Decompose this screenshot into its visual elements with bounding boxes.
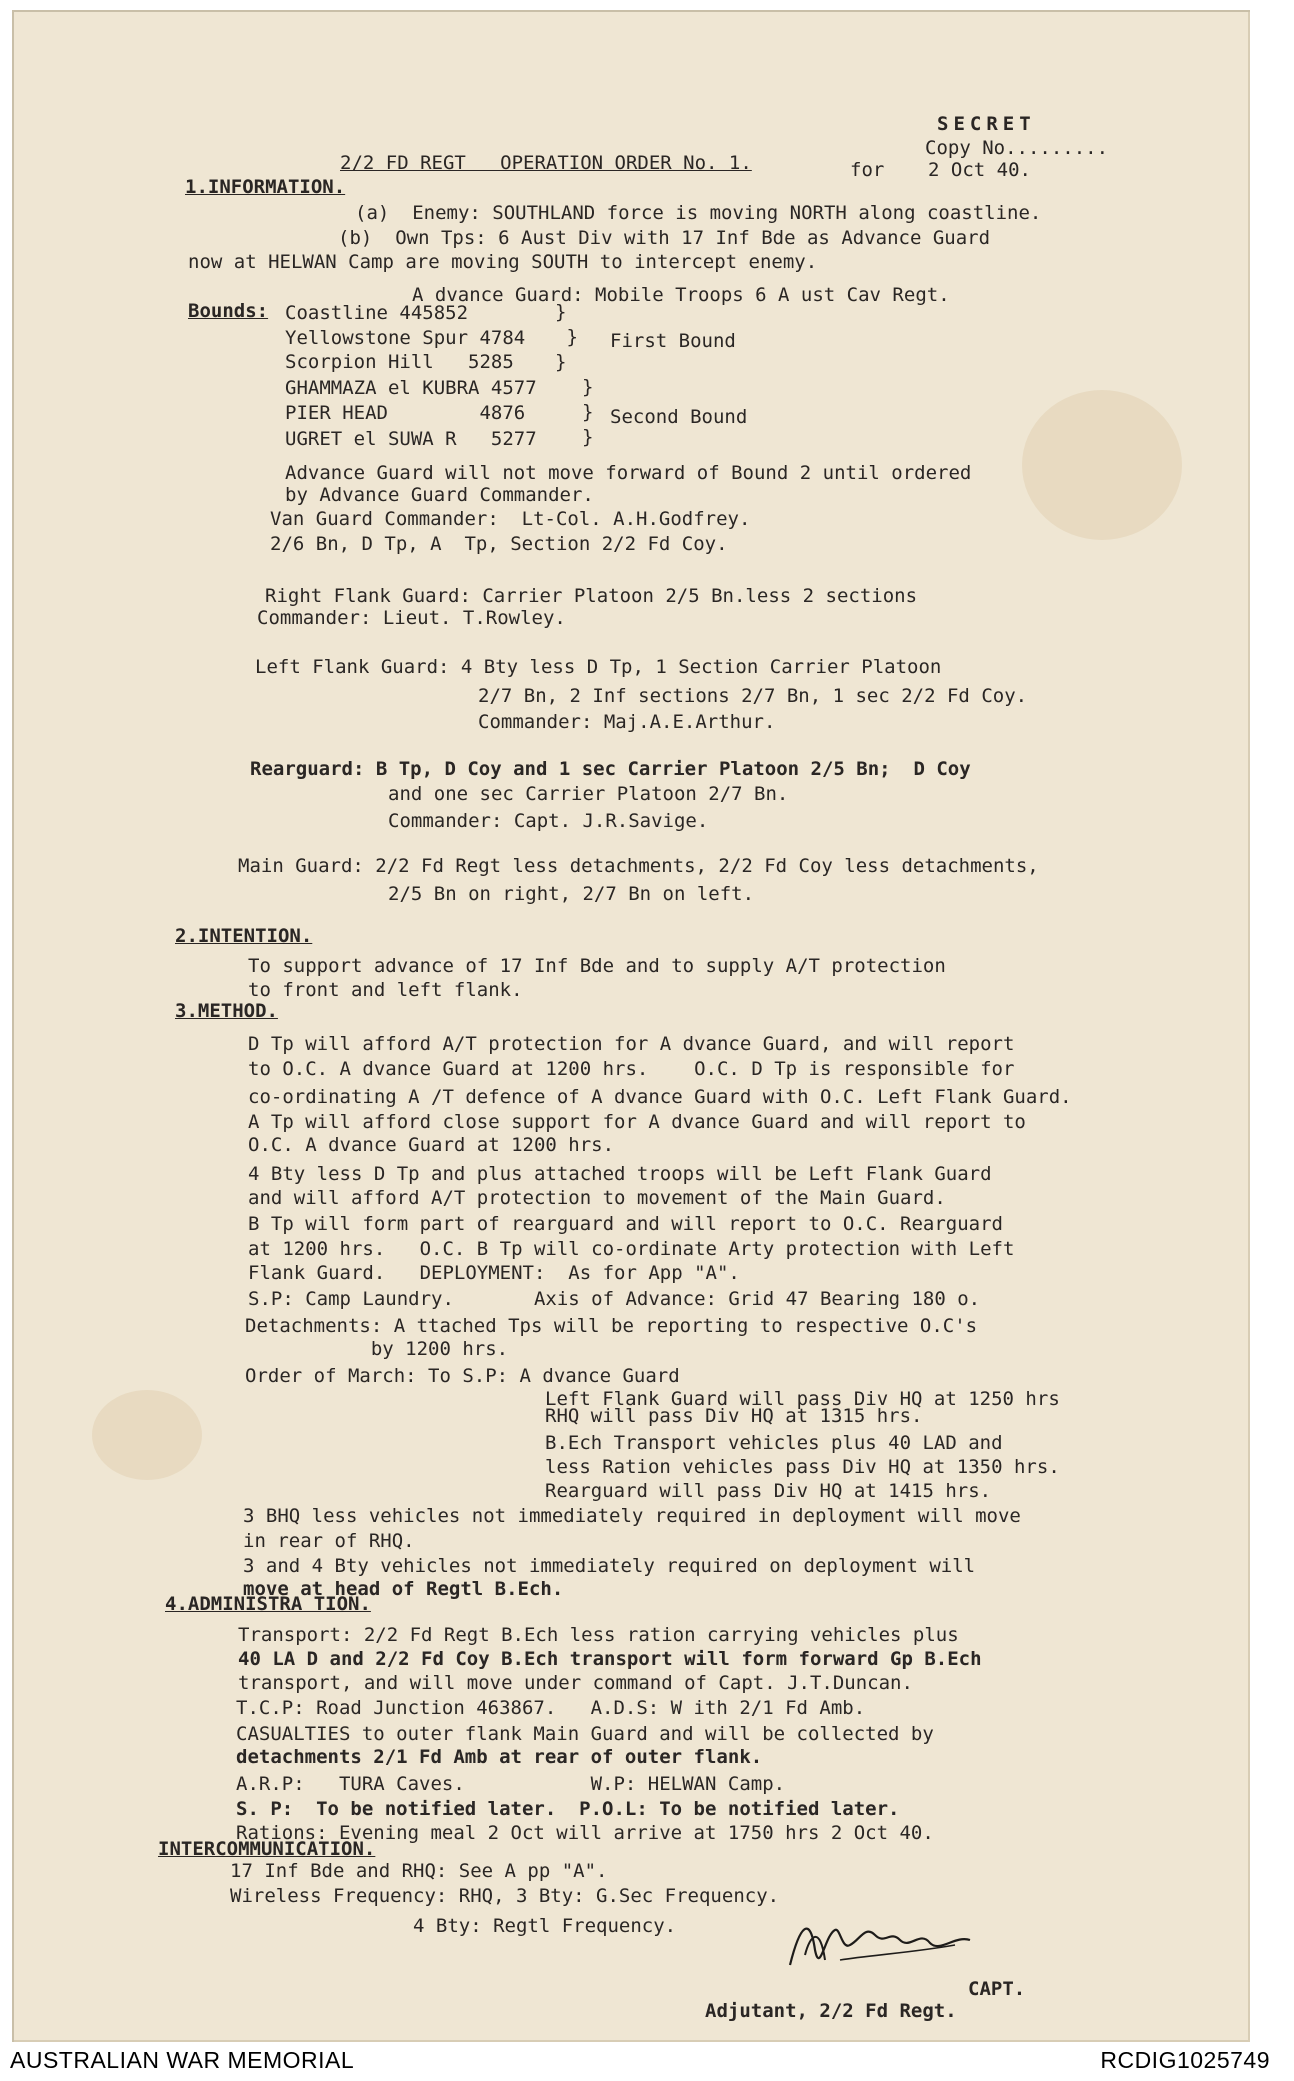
method-line: B Tp will form part of rearguard and will report to O.C. Rearguard <box>248 1213 1003 1235</box>
march-line: B.Ech Transport vehicles plus 40 LAD and <box>545 1432 1003 1454</box>
section-heading-intention: 2.INTENTION. <box>175 925 313 947</box>
info-own-tps: (b) Own Tps: 6 Aust Div with 17 Inf Bde as Advance Guard <box>338 227 991 249</box>
archive-credit: AUSTRALIAN WAR MEMORIAL <box>10 2047 355 2073</box>
right-flank-guard: Right Flank Guard: Carrier Platoon 2/5 Bn.less 2 sections <box>265 585 918 607</box>
method-line: and will afford A/T protection to movement of the Main Guard. <box>248 1187 946 1209</box>
method-line: Flank Guard. DEPLOYMENT: As for App "A". <box>248 1262 740 1284</box>
method-line: D Tp will afford A/T protection for A dvance Guard, and will report <box>248 1033 1015 1055</box>
march-line: Left Flank Guard will pass Div HQ at 1250 hrs <box>545 1388 1060 1410</box>
method-line: O.C. A dvance Guard at 1200 hrs. <box>248 1134 615 1156</box>
admin-line: detachments 2/1 Fd Amb at rear of outer flank. <box>236 1746 763 1768</box>
paper-stain <box>92 1390 202 1480</box>
bound-item: GHAMMAZA el KUBRA 4577 <box>285 377 537 399</box>
section-heading-intercommunication: INTERCOMMUNICATION. <box>158 1838 376 1860</box>
info-own-tps-cont: now at HELWAN Camp are moving SOUTH to intercept enemy. <box>188 251 818 273</box>
bound-item: PIER HEAD 4876 <box>285 402 526 424</box>
admin-line: Rations: Evening meal 2 Oct will arrive at 1750 hrs 2 Oct 40. <box>236 1822 934 1844</box>
method-line: 4 Bty less D Tp and plus attached troops will be Left Flank Guard <box>248 1163 992 1185</box>
right-flank-commander: Commander: Lieut. T.Rowley. <box>257 607 566 629</box>
method-line: S.P: Camp Laundry. Axis of Advance: Grid 47 Bearing 180 o. <box>248 1288 981 1310</box>
march-line: Rearguard will pass Div HQ at 1415 hrs. <box>545 1480 992 1502</box>
admin-line: 40 LA D and 2/2 Fd Coy B.Ech transport will form forward Gp B.Ech <box>238 1648 982 1670</box>
copy-number: Copy No......... <box>925 137 1109 159</box>
method-line: co-ordinating A /T defence of A dvance Guard with O.C. Left Flank Guard. <box>248 1086 1072 1108</box>
method-tail-line: move at head of Regtl B.Ech. <box>243 1578 564 1600</box>
section-heading-administration: 4.ADMINISTRA TION. <box>165 1593 371 1615</box>
signoff-rank: CAPT. <box>968 1978 1026 2000</box>
rearguard-commander: Commander: Capt. J.R.Savige. <box>388 810 709 832</box>
admin-line: T.C.P: Road Junction 463867. A.D.S: W ith 2/1 Fd Amb. <box>236 1697 866 1719</box>
method-line: Detachments: A ttached Tps will be reporting to respective O.C's <box>245 1315 978 1337</box>
admin-line: A.R.P: TURA Caves. W.P: HELWAN Camp. <box>236 1773 786 1795</box>
rearguard: Rearguard: B Tp, D Coy and 1 sec Carrier Platoon 2/5 Bn; D Coy <box>250 758 971 780</box>
section-heading-information: 1.INFORMATION. <box>185 176 346 198</box>
document-title: 2/2 FD REGT OPERATION ORDER No. 1. <box>340 152 752 174</box>
rearguard-cont: and one sec Carrier Platoon 2/7 Bn. <box>388 783 789 805</box>
intercom-line: 4 Bty: Regtl Frequency. <box>230 1915 677 1937</box>
classification-stamp: SECRET <box>937 113 1036 135</box>
method-tail-line: in rear of RHQ. <box>243 1530 415 1552</box>
handwritten-signature <box>780 1905 980 1980</box>
bound-item: Yellowstone Spur 4784 <box>285 327 526 349</box>
intercom-line: 17 Inf Bde and RHQ: See A pp "A". <box>230 1860 608 1882</box>
paper-stain <box>1022 390 1182 540</box>
left-flank-guard: Left Flank Guard: 4 Bty less D Tp, 1 Section Carrier Platoon <box>255 656 942 678</box>
bound-brace: } } } <box>582 376 594 448</box>
advance-note-cont: by Advance Guard Commander. <box>285 484 594 506</box>
left-flank-guard-cont: 2/7 Bn, 2 Inf sections 2/7 Bn, 1 sec 2/2 Fd Coy. <box>478 685 1028 707</box>
admin-line: transport, and will move under command of Capt. J.T.Duncan. <box>238 1672 913 1694</box>
document-date: 2 Oct 40. <box>928 159 1031 181</box>
left-flank-commander: Commander: Maj.A.E.Arthur. <box>478 711 776 733</box>
march-line: RHQ will pass Div HQ at 1315 hrs. <box>545 1405 923 1427</box>
info-advance-guard: A dvance Guard: Mobile Troops 6 A ust Cav Regt. <box>412 284 950 306</box>
advance-note: Advance Guard will not move forward of Bound 2 until ordered <box>285 462 972 484</box>
intention-text-cont: to front and left flank. <box>248 979 523 1001</box>
intention-text: To support advance of 17 Inf Bde and to supply A/T protection <box>248 955 946 977</box>
van-guard-commander: Van Guard Commander: Lt-Col. A.H.Godfrey. <box>270 508 751 530</box>
method-line: A Tp will afford close support for A dvance Guard and will report to <box>248 1111 1026 1133</box>
second-bound-label: Second Bound <box>610 406 748 428</box>
bound-brace: } } } <box>555 301 578 373</box>
info-enemy: (a) Enemy: SOUTHLAND force is moving NORTH along coastline. <box>355 202 1042 224</box>
section-heading-method: 3.METHOD. <box>175 1000 278 1022</box>
main-guard: Main Guard: 2/2 Fd Regt less detachments, 2/2 Fd Coy less detachments, <box>238 855 1039 877</box>
bound-item: Coastline 445852 <box>285 302 469 324</box>
bound-item: UGRET el SUWA R 5277 <box>285 428 537 450</box>
main-guard-cont: 2/5 Bn on right, 2/7 Bn on left. <box>388 883 755 905</box>
admin-line: CASUALTIES to outer flank Main Guard and will be collected by <box>236 1723 934 1745</box>
admin-line: Transport: 2/2 Fd Regt B.Ech less ration carrying vehicles plus <box>238 1624 959 1646</box>
bound-item: Scorpion Hill 5285 <box>285 351 514 373</box>
march-line: less Ration vehicles pass Div HQ at 1350 hrs. <box>545 1456 1060 1478</box>
method-line: at 1200 hrs. O.C. B Tp will co-ordinate Arty protection with Left <box>248 1238 1015 1260</box>
method-tail-line: 3 and 4 Bty vehicles not immediately required on deployment will <box>243 1555 976 1577</box>
method-line: by 1200 hrs. <box>245 1338 509 1360</box>
intercom-line: Wireless Frequency: RHQ, 3 Bty: G.Sec Frequency. <box>230 1885 780 1907</box>
for-label: for <box>850 159 885 181</box>
archive-reference: RCDIG1025749 <box>1100 2047 1270 2073</box>
first-bound-label: First Bound <box>610 330 736 352</box>
admin-line: S. P: To be notified later. P.O.L: To be notified later. <box>236 1798 900 1820</box>
method-tail-line: 3 BHQ less vehicles not immediately required in deployment will move <box>243 1505 1021 1527</box>
bounds-label: Bounds: <box>188 300 269 322</box>
method-line: to O.C. A dvance Guard at 1200 hrs. O.C. D Tp is responsible for <box>248 1058 1015 1080</box>
signoff-appointment: Adjutant, 2/2 Fd Regt. <box>705 2000 957 2022</box>
van-guard-units: 2/6 Bn, D Tp, A Tp, Section 2/2 Fd Coy. <box>270 533 728 555</box>
order-of-march: Order of March: To S.P: A dvance Guard <box>245 1365 680 1387</box>
